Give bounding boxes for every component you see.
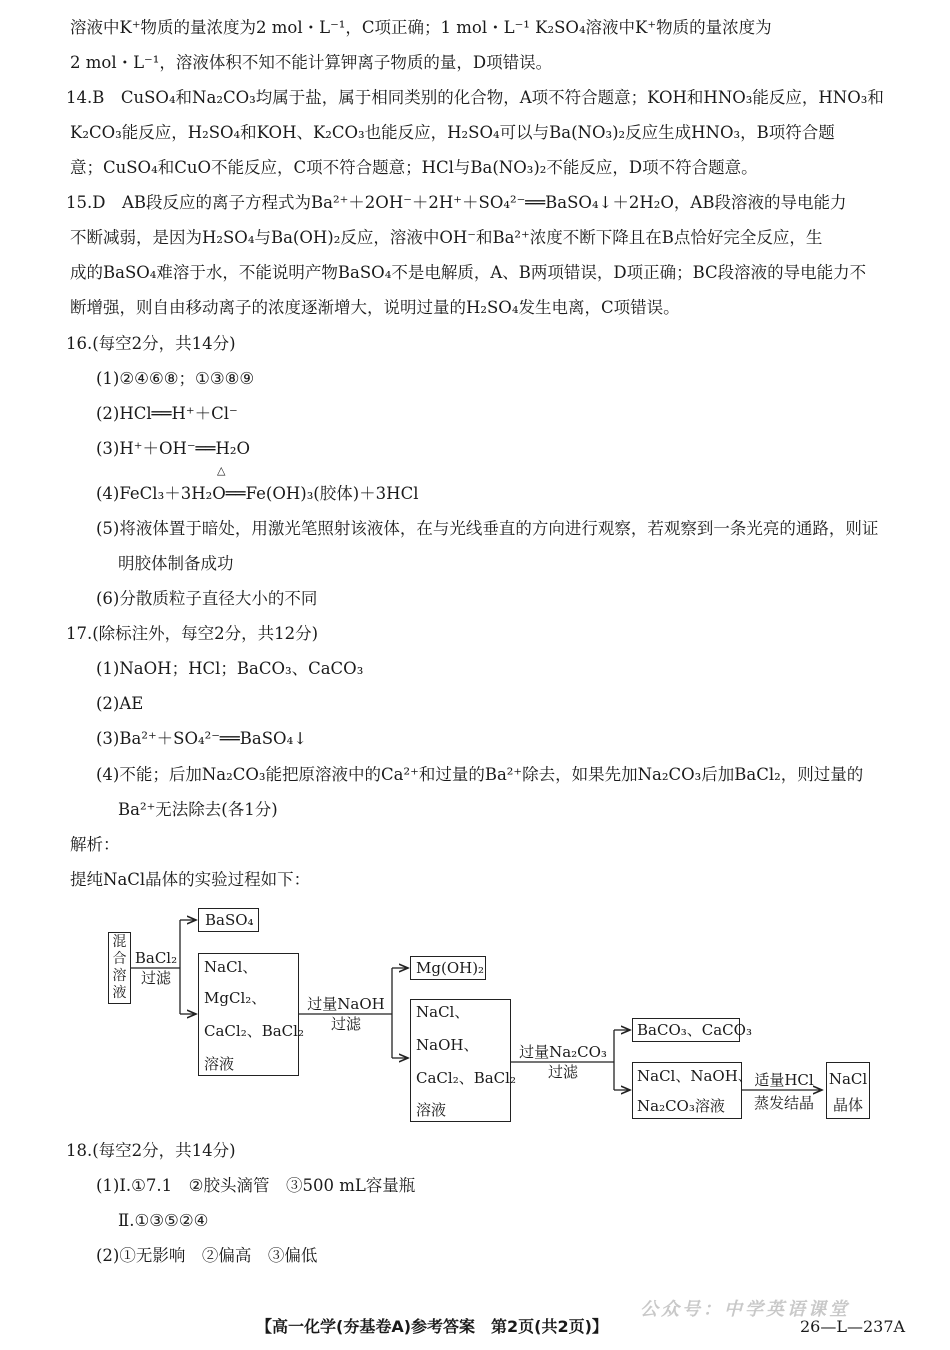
page-code: 26—L—237A [800,1317,906,1336]
solution-2-line: NaOH、 [416,1036,479,1054]
answer-17-2: (2)AE [96,694,144,713]
final-product: NaCl 晶体 [828,1070,868,1114]
op-evaporate: 蒸发结晶 [753,1094,814,1112]
reagent-na2co3: 过量Na₂CO₃ [519,1043,607,1061]
text-line: 溶液中K⁺物质的量浓度为2 mol・L⁻¹，C项正确；1 mol・L⁻¹ K₂SO₄溶液中K⁺物质的量浓度为 [70,18,772,37]
heat-condition: △ [217,464,226,477]
answer-17-4: (4)不能；后加Na₂CO₃能把原溶液中的Ca²⁺和过量的Ba²⁺除去，如果先加Na₂CO₃后加BaCl₂，则过量的 [96,765,864,784]
answer-18-1: (1)Ⅰ.①7.1 ②胶头滴管 ③500 mL容量瓶 [96,1176,416,1195]
page-footer-title: 【高一化学(夯基卷A)参考答案 第2页(共2页)】 [256,1317,608,1336]
text-line: 不断减弱，是因为H₂SO₄与Ba(OH)₂反应，溶液中OH⁻和Ba²⁺浓度不断下降且在B点恰好完全反应，生 [70,228,823,247]
question-17-header: 17.(除标注外，每空2分，共12分) [66,624,319,643]
answer-17-3: (3)Ba²⁺＋SO₄²⁻══BaSO₄↓ [96,729,308,748]
watermark: 公众号：中学英语课堂 [640,1299,850,1320]
text-line: 意；CuSO₄和CuO不能反应，C项不符合题意；HCl与Ba(NO₃)₂不能反应，D项不符合题意。 [70,158,758,177]
question-16-header: 16.(每空2分，共14分) [66,334,236,353]
solution-1-line: CaCl₂、BaCl₂ [204,1022,304,1040]
text-line: Ⅱ.①③⑤②④ [118,1211,209,1230]
reagent-hcl: 适量HCl [754,1071,814,1089]
precipitate-mgoh2: Mg(OH)₂ [416,959,485,977]
reagent-naoh: 过量NaOH [307,995,385,1013]
solution-1-line: MgCl₂、 [204,989,267,1007]
text-line: 明胶体制备成功 [118,554,234,573]
answer-14: 14.B CuSO₄和Na₂CO₃均属于盐，属于相同类别的化合物，A项不符合题意；KOH和HNO₃能反应，HNO₃和 [66,88,884,107]
question-18-header: 18.(每空2分，共14分) [66,1141,236,1160]
answer-18-2: (2)①无影响 ②偏高 ③偏低 [96,1246,318,1265]
answer-17-1: (1)NaOH；HCl；BaCO₃、CaCO₃ [96,659,364,678]
answer-16-4: (4)FeCl₃＋3H₂O══Fe(OH)₃(胶体)＋3HCl [96,484,419,503]
solution-3-line: Na₂CO₃溶液 [637,1097,725,1115]
solution-3-line: NaCl、NaOH、 [637,1067,753,1085]
solution-2-line: NaCl、 [416,1003,470,1021]
solution-1-line: 溶液 [204,1055,235,1073]
answer-16-1: (1)②④⑥⑧；①③⑧⑨ [96,369,255,388]
op-filter-1: 过滤 [140,969,171,987]
op-filter-2: 过滤 [330,1015,361,1033]
analysis-label: 解析： [70,835,120,854]
answer-15: 15.D AB段反应的离子方程式为Ba²⁺＋2OH⁻＋2H⁺＋SO₄²⁻══BaSO₄↓＋2H₂O，AB段溶液的导电能力 [66,193,847,212]
precipitate-baso4: BaSO₄ [205,911,254,929]
text-line: Ba²⁺无法除去(各1分) [118,800,278,819]
text-line: 成的BaSO₄难溶于水，不能说明产物BaSO₄不是电解质，A、B两项错误，D项正确；BC段溶液的导电能力不 [70,263,867,282]
answer-16-2: (2)HCl══H⁺＋Cl⁻ [96,404,238,423]
text-line: 2 mol・L⁻¹，溶液体积不知不能计算钾离子物质的量，D项错误。 [70,53,553,72]
answer-16-6: (6)分散质粒子直径大小的不同 [96,589,318,608]
solution-1-line: NaCl、 [204,958,258,976]
solution-2-line: CaCl₂、BaCl₂ [416,1069,516,1087]
solution-2-line: 溶液 [416,1101,447,1119]
text-line: 断增强，则自由移动离子的浓度逐渐增大，说明过量的H₂SO₄发生电离，C项错误。 [70,298,680,317]
analysis-text: 提纯NaCl晶体的实验过程如下： [70,870,311,889]
reagent-bacl2: BaCl₂ [134,949,178,967]
precipitate-carbonates: BaCO₃、CaCO₃ [637,1021,752,1039]
text-line: K₂CO₃能反应，H₂SO₄和KOH、K₂CO₃也能反应，H₂SO₄可以与Ba(NO₃)₂反应生成HNO₃，B项符合题 [70,123,835,142]
op-filter-3: 过滤 [547,1063,578,1081]
answer-16-3: (3)H⁺＋OH⁻══H₂O [96,439,250,458]
answer-16-5: (5)将液体置于暗处，用激光笔照射该液体，在与光线垂直的方向进行观察，若观察到一条光亮的通路，则证 [96,519,879,538]
mixed-solution-label: 混 合 溶 液 [112,934,127,1001]
